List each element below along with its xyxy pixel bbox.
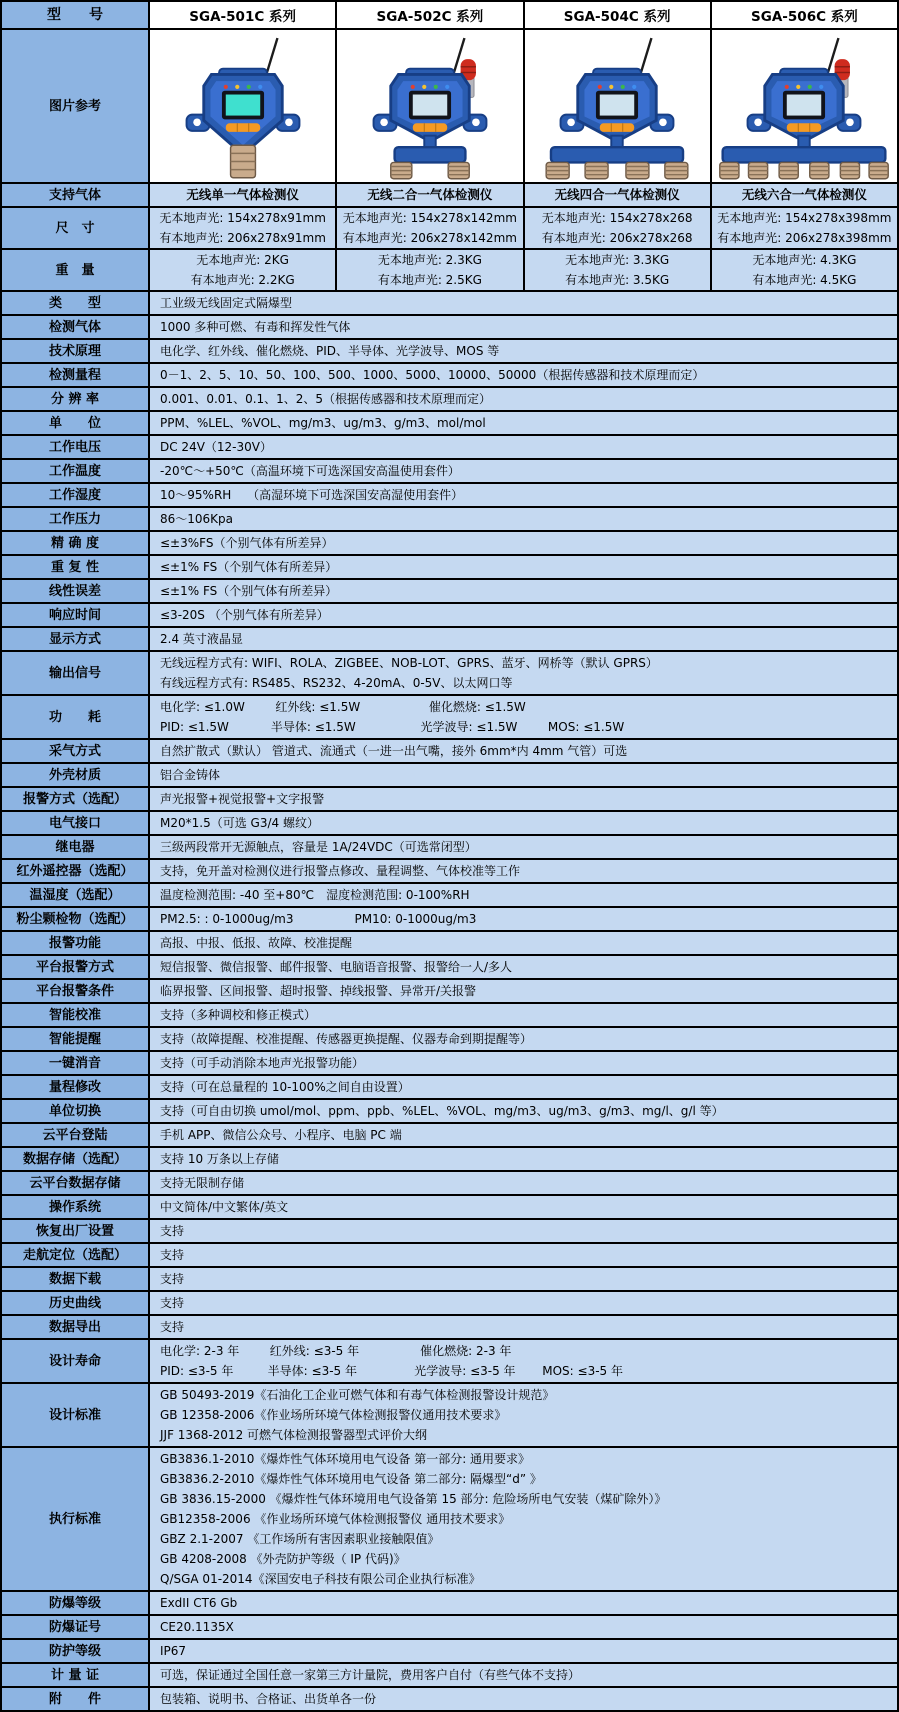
spec-row [2, 412, 897, 434]
spec-row-value [150, 388, 897, 410]
spec-value-line: 铝合金铸体 [160, 768, 221, 782]
spec-row-label: 数据导出 [2, 1316, 148, 1338]
gas-detector-illustration [528, 32, 706, 180]
image-row-label: 图片参考 [2, 30, 148, 182]
spec-row-value [150, 1076, 897, 1098]
spec-row-label: 粉尘颗检物（选配） [2, 908, 148, 930]
spec-value-line: DC 24V（12-30V） [160, 440, 272, 454]
spec-row-value [150, 980, 897, 1002]
spec-row-label: 操作系统 [2, 1196, 148, 1218]
spec-row [2, 788, 897, 810]
weight-value: 无本地声光: 3.3KG [565, 253, 670, 267]
size-value: 无本地声光: 154x278x142mm [342, 211, 517, 225]
spec-row-label: 报警功能 [2, 932, 148, 954]
spec-row [2, 388, 897, 410]
spec-row-value [150, 884, 897, 906]
spec-value-line: PPM、%LEL、%VOL、mg/m3、ug/m3、g/m3、mol/mol [160, 416, 486, 430]
spec-row [2, 604, 897, 626]
size-value: 有本地声光: 206x278x142mm [342, 231, 517, 245]
image-row [2, 30, 897, 182]
spec-row [2, 364, 897, 386]
spec-value-line: CE20.1135X [160, 1620, 234, 1634]
spec-value-line: 86～106Kpa [160, 512, 234, 526]
spec-value-line: 可选，保证通过全国任意一家第三方计量院，费用客户自付（有些气体不支持） [160, 1668, 581, 1682]
device-image-sga-502c [337, 30, 522, 182]
spec-row-label: 设计标准 [2, 1384, 148, 1446]
spec-row-value [150, 956, 897, 978]
spec-row [2, 580, 897, 602]
spec-row [2, 1148, 897, 1170]
spec-row-label: 防爆证号 [2, 1616, 148, 1638]
spec-row-label: 精 确 度 [2, 532, 148, 554]
spec-value-line: 支持 [160, 1272, 185, 1286]
spec-row-value [150, 1688, 897, 1710]
spec-value-line: 工业级无线固定式隔爆型 [160, 296, 293, 310]
spec-value-line: 高报、中报、低报、故障、校准提醒 [160, 936, 353, 950]
spec-value-line: 三级两段常开无源触点，容量是 1A/24VDC（可选常闭型） [160, 840, 477, 854]
spec-value-line: 无线远程方式有: WIFI、ROLA、ZIGBEE、NOB-LOT、GPRS、蓝牙、网桥等（默认 GPRS） [160, 656, 658, 670]
gas-detector-illustration [154, 32, 332, 180]
spec-value-line: IP67 [160, 1644, 187, 1658]
spec-row-value [150, 860, 897, 882]
spec-row-value [150, 1220, 897, 1242]
spec-row [2, 556, 897, 578]
spec-row [2, 652, 897, 694]
spec-row-value [150, 1316, 897, 1338]
device-image-sga-506c [712, 30, 897, 182]
spec-row [2, 932, 897, 954]
spec-row [2, 1244, 897, 1266]
spec-row-value [150, 604, 897, 626]
spec-row [2, 1664, 897, 1686]
spec-row-label: 附 件 [2, 1688, 148, 1710]
spec-value-line: 支持 [160, 1224, 185, 1238]
spec-row [2, 1028, 897, 1050]
weight-value: 无本地声光: 2.3KG [377, 253, 482, 267]
spec-row-value [150, 908, 897, 930]
spec-row [2, 292, 897, 314]
spec-row-label: 检测气体 [2, 316, 148, 338]
spec-row-label: 外壳材质 [2, 764, 148, 786]
spec-row-value [150, 1148, 897, 1170]
spec-row-value [150, 1384, 897, 1446]
spec-row-value [150, 628, 897, 650]
spec-row [2, 1004, 897, 1026]
spec-value-line: 中文简体/中文繁体/英文 [160, 1200, 289, 1214]
spec-row-value [150, 436, 897, 458]
spec-row-value [150, 412, 897, 434]
spec-value-line: 支持 10 万条以上存储 [160, 1152, 279, 1166]
spec-row-value [150, 364, 897, 386]
spec-row [2, 1616, 897, 1638]
spec-row [2, 764, 897, 786]
spec-row [2, 1448, 897, 1590]
spec-row [2, 1124, 897, 1146]
spec-row-label: 功 耗 [2, 696, 148, 738]
spec-row [2, 1076, 897, 1098]
spec-value-line: GB 12358-2006《作业场所环境气体检测报警仪通用技术要求》 [160, 1408, 507, 1422]
spec-value-line: 有线远程方式有: RS485、RS232、4-20mA、0-5V、以太网口等 [160, 676, 513, 690]
spec-row [2, 532, 897, 554]
spec-row [2, 1688, 897, 1710]
spec-row-label: 单位切换 [2, 1100, 148, 1122]
spec-value-line: PID: ≤3-5 年 半导体: ≤3-5 年 光学波导: ≤3-5 年 MOS: ≤3-5 年 [160, 1364, 623, 1378]
spec-row [2, 628, 897, 650]
spec-row-label: 防爆等级 [2, 1592, 148, 1614]
spec-value-line: PM2.5: : 0-1000ug/m3 PM10: 0-1000ug/m3 [160, 912, 477, 926]
spec-value-line: 支持（故障提醒、校准提醒、传感器更换提醒、仪器寿命到期提醒等） [160, 1032, 533, 1046]
spec-row-value [150, 812, 897, 834]
spec-value-line: 0.001、0.01、0.1、1、2、5（根据传感器和技术原理而定） [160, 392, 492, 406]
spec-row-value [150, 1592, 897, 1614]
spec-rows-container [2, 292, 897, 1710]
spec-row-label: 数据下载 [2, 1268, 148, 1290]
size-value: 有本地声光: 206x278x398mm [717, 231, 892, 245]
spec-row-label: 恢复出厂设置 [2, 1220, 148, 1242]
spec-value-line: 支持（多种调校和修正模式） [160, 1008, 317, 1022]
weight-row-label: 重 量 [2, 250, 148, 290]
supported-gas-value: 无线二合一气体检测仪 [367, 187, 493, 202]
spec-value-line: 临界报警、区间报警、超时报警、掉线报警、异常开/关报警 [160, 984, 477, 998]
spec-row-label: 平台报警条件 [2, 980, 148, 1002]
spec-row-label: 量程修改 [2, 1076, 148, 1098]
model-name-sga-504c: SGA-504C 系列 [525, 2, 710, 28]
spec-value-line: 温度检测范围: -40 至+80℃ 湿度检测范围: 0-100%RH [160, 888, 470, 902]
spec-row-value [150, 556, 897, 578]
spec-row-label: 工作湿度 [2, 484, 148, 506]
supported-gas-value: 无线单一气体检测仪 [186, 187, 299, 202]
weight-value: 有本地声光: 2.2KG [190, 273, 295, 287]
spec-value-line: GB 50493-2019《石油化工企业可燃气体和有毒气体检测报警设计规范》 [160, 1388, 555, 1402]
spec-row-label: 继电器 [2, 836, 148, 858]
spec-row-label: 数据存储（选配） [2, 1148, 148, 1170]
spec-row-label: 输出信号 [2, 652, 148, 694]
spec-row [2, 1100, 897, 1122]
spec-row-value [150, 1664, 897, 1686]
spec-value-line: ≤±3%FS（个别气体有所差异） [160, 536, 334, 550]
weight-value: 有本地声光: 3.5KG [565, 273, 670, 287]
spec-row [2, 1592, 897, 1614]
spec-row-value [150, 1004, 897, 1026]
model-header-label: 型 号 [2, 2, 148, 28]
spec-row-label: 电气接口 [2, 812, 148, 834]
spec-row [2, 1220, 897, 1242]
weight-value: 无本地声光: 4.3KG [752, 253, 857, 267]
spec-value-line: M20*1.5（可选 G3/4 螺纹） [160, 816, 319, 830]
spec-value-line: 电化学、红外线、催化燃烧、PID、半导体、光学波导、MOS 等 [160, 344, 500, 358]
spec-value-line: 支持（可在总量程的 10-100%之间自由设置） [160, 1080, 410, 1094]
spec-row-label: 工作压力 [2, 508, 148, 530]
spec-row-value [150, 1124, 897, 1146]
spec-value-line: 支持 [160, 1320, 185, 1334]
spec-row-value [150, 532, 897, 554]
spec-row [2, 908, 897, 930]
spec-row-label: 显示方式 [2, 628, 148, 650]
spec-row-value [150, 1268, 897, 1290]
spec-row-label: 工作电压 [2, 436, 148, 458]
spec-row-label: 平台报警方式 [2, 956, 148, 978]
spec-row-label: 重 复 性 [2, 556, 148, 578]
size-value: 无本地声光: 154x278x91mm [159, 211, 326, 225]
spec-row [2, 740, 897, 762]
spec-row [2, 508, 897, 530]
spec-row [2, 1196, 897, 1218]
spec-row-value [150, 292, 897, 314]
spec-value-line: 自然扩散式（默认） 管道式、流通式（一进一出气嘴，接外 6mm*内 4mm 气管）可选 [160, 744, 628, 758]
spec-value-line: GB 3836.15-2000 《爆炸性气体环境用电气设备第 15 部分: 危险场所电气安装（煤矿除外）》 [160, 1492, 667, 1506]
spec-value-line: 支持无限制存储 [160, 1176, 245, 1190]
spec-value-line: 1000 多种可燃、有毒和挥发性气体 [160, 320, 351, 334]
spec-value-line: PID: ≤1.5W 半导体: ≤1.5W 光学波导: ≤1.5W MOS: ≤1.5W [160, 720, 625, 734]
spec-value-line: Q/SGA 01-2014《深国安电子科技有限公司企业执行标准》 [160, 1572, 481, 1586]
spec-row-label: 设计寿命 [2, 1340, 148, 1382]
spec-row [2, 1292, 897, 1314]
supported-gas-row [2, 184, 897, 206]
spec-value-line: 2.4 英寸液晶显 [160, 632, 243, 646]
spec-row-label: 历史曲线 [2, 1292, 148, 1314]
spec-value-line: 手机 APP、微信公众号、小程序、电脑 PC 端 [160, 1128, 402, 1142]
spec-row-value [150, 1448, 897, 1590]
spec-row [2, 436, 897, 458]
spec-row-label: 采气方式 [2, 740, 148, 762]
spec-row-value [150, 1244, 897, 1266]
spec-row-label: 云平台登陆 [2, 1124, 148, 1146]
spec-value-line: ≤±1% FS（个别气体有所差异） [160, 560, 338, 574]
spec-row-value [150, 764, 897, 786]
spec-row-label: 云平台数据存储 [2, 1172, 148, 1194]
spec-row [2, 1316, 897, 1338]
spec-value-line: 10～95%RH （高湿环境下可选深国安高湿使用套件） [160, 488, 464, 502]
spec-row-label: 红外遥控器（选配） [2, 860, 148, 882]
spec-row [2, 1268, 897, 1290]
device-image-sga-501c [150, 30, 335, 182]
spec-value-line: 短信报警、微信报警、邮件报警、电脑语音报警、报警给一人/多人 [160, 960, 513, 974]
spec-row-label: 技术原理 [2, 340, 148, 362]
spec-row-label: 走航定位（选配） [2, 1244, 148, 1266]
spec-row-label: 智能提醒 [2, 1028, 148, 1050]
gas-detector-illustration [341, 32, 519, 180]
gas-detector-illustration [715, 32, 893, 180]
spec-row [2, 956, 897, 978]
spec-row-value [150, 788, 897, 810]
size-value: 无本地声光: 154x278x268 [541, 211, 693, 225]
spec-row [2, 980, 897, 1002]
spec-row-value [150, 652, 897, 694]
device-image-sga-504c [525, 30, 710, 182]
spec-row-label: 执行标准 [2, 1448, 148, 1590]
spec-row [2, 836, 897, 858]
model-name-sga-506c: SGA-506C 系列 [712, 2, 897, 28]
weight-value: 有本地声光: 2.5KG [377, 273, 482, 287]
spec-row [2, 1640, 897, 1662]
spec-row-value [150, 932, 897, 954]
spec-value-line: 包装箱、说明书、合格证、出货单各一份 [160, 1692, 377, 1706]
spec-value-line: -20℃～+50℃（高温环境下可选深国安高温使用套件） [160, 464, 460, 478]
spec-row-value [150, 696, 897, 738]
spec-value-line: GBZ 2.1-2007 《工作场所有害因素职业接触限值》 [160, 1532, 440, 1546]
spec-row-label: 分 辨 率 [2, 388, 148, 410]
size-value: 无本地声光: 154x278x398mm [717, 211, 892, 225]
spec-row [2, 316, 897, 338]
spec-row-value [150, 1616, 897, 1638]
size-value: 有本地声光: 206x278x268 [541, 231, 693, 245]
spec-row-value [150, 508, 897, 530]
spec-row-label: 类 型 [2, 292, 148, 314]
spec-row [2, 860, 897, 882]
spec-row-value [150, 1196, 897, 1218]
spec-row [2, 340, 897, 362]
weight-value: 有本地声光: 4.5KG [752, 273, 857, 287]
spec-row-value [150, 740, 897, 762]
spec-value-line: 支持（可自由切换 umol/mol、ppm、ppb、%LEL、%VOL、mg/m3、ug/m3、g/m3、mg/l、g/l 等） [160, 1104, 724, 1118]
spec-row [2, 1172, 897, 1194]
spec-row-value [150, 484, 897, 506]
supported-gas-value: 无线四合一气体检测仪 [554, 187, 680, 202]
spec-value-line: GB3836.2-2010《爆炸性气体环境用电气设备 第二部分: 隔爆型“d” 》 [160, 1472, 542, 1486]
spec-value-line: 支持 [160, 1248, 185, 1262]
spec-value-line: 支持（可手动消除本地声光报警功能） [160, 1056, 365, 1070]
size-row-label: 尺 寸 [2, 208, 148, 248]
spec-row-value [150, 1028, 897, 1050]
spec-value-line: 电化学: ≤1.0W 红外线: ≤1.5W 催化燃烧: ≤1.5W [160, 700, 526, 714]
spec-row-value [150, 340, 897, 362]
spec-row-value [150, 1292, 897, 1314]
spec-row [2, 484, 897, 506]
weight-value: 无本地声光: 2KG [196, 253, 289, 267]
spec-value-line: ≤±1% FS（个别气体有所差异） [160, 584, 338, 598]
spec-row-value [150, 836, 897, 858]
spec-value-line: 支持 [160, 1296, 185, 1310]
spec-value-line: 支持，免开盖对检测仪进行报警点修改、量程调整、气体校准等工作 [160, 864, 521, 878]
spec-row-label: 计 量 证 [2, 1664, 148, 1686]
spec-row-value [150, 1100, 897, 1122]
spec-row-value [150, 1052, 897, 1074]
supported-gas-label: 支持气体 [2, 184, 148, 206]
spec-row [2, 696, 897, 738]
weight-row [2, 250, 897, 290]
spec-row [2, 884, 897, 906]
spec-row [2, 1384, 897, 1446]
spec-row-value [150, 580, 897, 602]
model-header-row [2, 2, 897, 28]
spec-value-line: GB12358-2006 《作业场所环境气体检测报警仪 通用技术要求》 [160, 1512, 511, 1526]
spec-row-label: 响应时间 [2, 604, 148, 626]
spec-row-value [150, 1340, 897, 1382]
spec-row [2, 812, 897, 834]
model-name-sga-502c: SGA-502C 系列 [337, 2, 522, 28]
spec-row-value [150, 460, 897, 482]
spec-row-label: 检测量程 [2, 364, 148, 386]
spec-value-line: GB 4208-2008 《外壳防护等级（ IP 代码)》 [160, 1552, 406, 1566]
spec-row-label: 防护等级 [2, 1640, 148, 1662]
spec-row-value [150, 316, 897, 338]
spec-row-label: 智能校准 [2, 1004, 148, 1026]
spec-row-label: 线性误差 [2, 580, 148, 602]
spec-value-line: 声光报警+视觉报警+文字报警 [160, 792, 325, 806]
spec-row-label: 温湿度（选配） [2, 884, 148, 906]
spec-row-label: 工作温度 [2, 460, 148, 482]
spec-value-line: 0－1、2、5、10、50、100、500、1000、5000、10000、50000（根据传感器和技术原理而定） [160, 368, 705, 382]
supported-gas-value: 无线六合一气体检测仪 [741, 187, 867, 202]
spec-value-line: 电化学: 2-3 年 红外线: ≤3-5 年 催化燃烧: 2-3 年 [160, 1344, 512, 1358]
spec-value-line: GB3836.1-2010《爆炸性气体环境用电气设备 第一部分: 通用要求》 [160, 1452, 531, 1466]
model-name-sga-501c: SGA-501C 系列 [150, 2, 335, 28]
spec-value-line: ExdII CT6 Gb [160, 1596, 238, 1610]
spec-row-label: 报警方式（选配） [2, 788, 148, 810]
size-value: 有本地声光: 206x278x91mm [159, 231, 326, 245]
spec-row-value [150, 1172, 897, 1194]
spec-value-line: JJF 1368-2012 可燃气体检测报警器型式评价大纲 [160, 1428, 428, 1442]
spec-row-value [150, 1640, 897, 1662]
spec-row [2, 1052, 897, 1074]
spec-row-label: 单 位 [2, 412, 148, 434]
size-row [2, 208, 897, 248]
spec-row [2, 460, 897, 482]
spec-value-line: ≤3-20S （个别气体有所差异） [160, 608, 329, 622]
spec-row [2, 1340, 897, 1382]
spec-row-label: 一键消音 [2, 1052, 148, 1074]
